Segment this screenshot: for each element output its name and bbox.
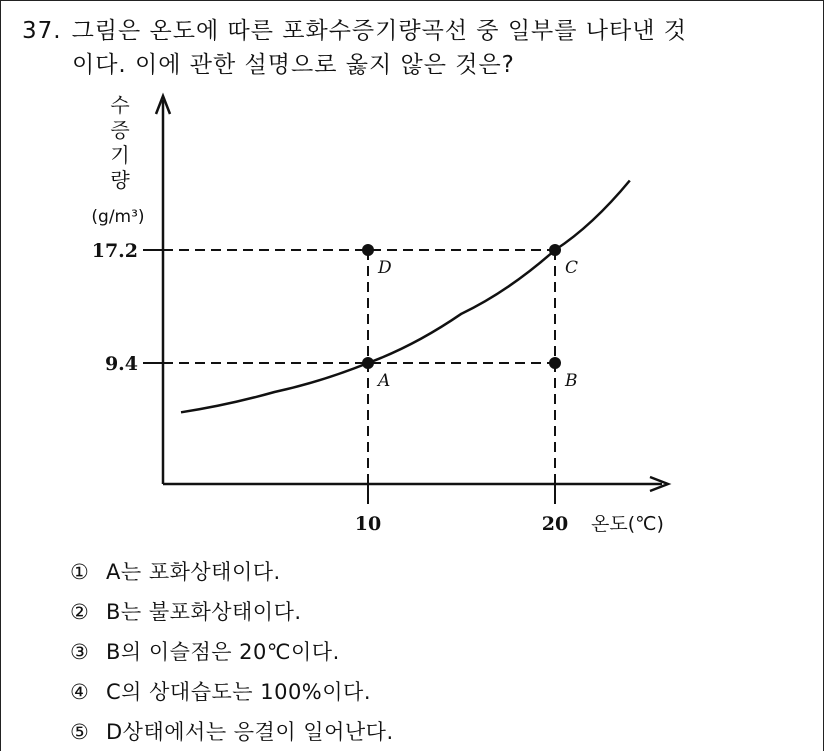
question-line-2: 이다. 이에 관한 설명으로 옳지 않은 것은? (72, 52, 515, 78)
y-axis-label-char: 증 (110, 118, 130, 142)
y-axis-label-char: 기 (110, 143, 130, 167)
point-label-c: C (565, 258, 579, 278)
data-point-d (362, 244, 374, 256)
y-tick-label: 9.4 (104, 353, 138, 375)
choice-1[interactable]: ① A는 포화상태이다. (70, 560, 281, 584)
y-axis-unit: (g/m³) (91, 207, 145, 227)
choice-3[interactable]: ③ B의 이슬점은 20℃이다. (70, 640, 340, 664)
data-point-a (362, 357, 374, 369)
x-axis-unit: 온도(℃) (591, 513, 664, 535)
x-tick-label: 10 (354, 513, 382, 535)
choice-4[interactable]: ④ C의 상대습도는 100%이다. (70, 680, 372, 704)
data-point-c (549, 244, 561, 256)
choice-list (70, 552, 394, 752)
y-axis-label-char: 량 (110, 168, 130, 192)
data-point-b (549, 357, 561, 369)
choice-2[interactable]: ② B는 불포화상태이다. (70, 600, 302, 624)
choice-5[interactable]: ⑤ D상태에서는 응결이 일어난다. (70, 720, 394, 744)
saturation-curve (181, 181, 630, 413)
y-axis-label-char: 수 (110, 93, 130, 117)
question-text-1: 그림은 온도에 따른 포화수증기량곡선 중 일부를 나타낸 것 (71, 18, 687, 44)
point-label-a: A (378, 371, 391, 391)
point-label-b: B (565, 371, 578, 391)
point-label-d: D (378, 258, 392, 278)
x-tick-label: 20 (541, 513, 569, 535)
y-tick-label: 17.2 (91, 240, 138, 262)
question-number: 37. (22, 18, 62, 44)
